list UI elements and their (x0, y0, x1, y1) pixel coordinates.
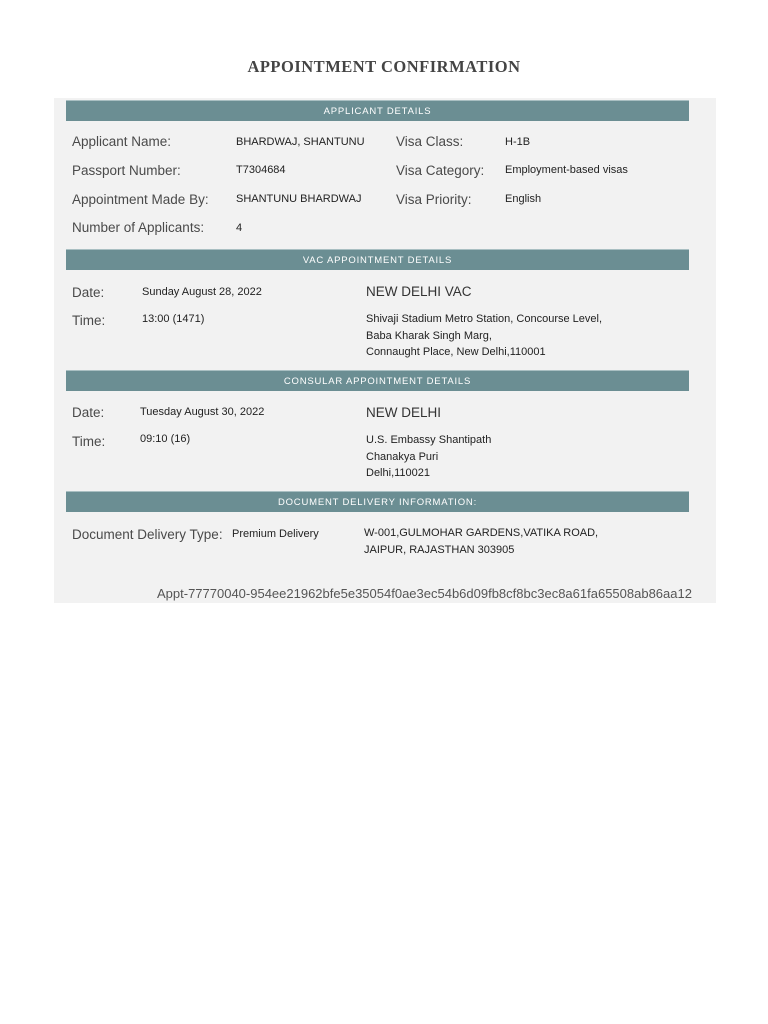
page-title: APPOINTMENT CONFIRMATION (247, 57, 521, 76)
address-line: Chanakya Puri (366, 450, 439, 463)
address-line: W-001,GULMOHAR GARDENS,VATIKA ROAD, (364, 527, 599, 539)
passport-number-label: Passport Number: (72, 163, 181, 178)
consular-address (366, 432, 491, 482)
delivery-address (364, 525, 598, 558)
address-line: Baba Kharak Singh Marg, (366, 329, 492, 342)
number-of-applicants-value: 4 (236, 222, 243, 234)
consular-location: NEW DELHI (366, 405, 442, 420)
consular-date-label: Date: (72, 405, 105, 420)
applicant-name-value: BHARDWAJ, SHANTUNU (236, 136, 365, 148)
vac-date-label: Date: (72, 285, 105, 300)
address-line: Connaught Place, New Delhi,110001 (366, 346, 546, 358)
consular-time-label: Time: (72, 434, 106, 449)
delivery-type-label: Document Delivery Type: (72, 527, 223, 542)
address-line: Delhi,110021 (366, 467, 431, 479)
vac-time-value: 13:00 (1471) (142, 313, 205, 325)
appointment-reference: Appt-77770040-954ee21962bfe5e35054f0ae3ec54b6d09fb8cf8bc3ec8a61fa65508ab86aa12 (157, 586, 692, 601)
vac-location: NEW DELHI VAC (366, 284, 472, 299)
consular-date-value: Tuesday August 30, 2022 (140, 406, 265, 418)
vac-date-value: Sunday August 28, 2022 (142, 286, 262, 298)
visa-class-label: Visa Class: (396, 134, 464, 149)
visa-category-label: Visa Category: (396, 163, 485, 178)
vac-appointment-header: VAC APPOINTMENT DETAILS (66, 249, 689, 270)
address-line: Shivaji Stadium Metro Station, Concourse Level, (366, 313, 603, 325)
number-of-applicants-label: Number of Applicants: (72, 220, 205, 235)
visa-priority-label: Visa Priority: (396, 192, 472, 207)
consular-time-value: 09:10 (16) (140, 433, 191, 445)
applicant-details-header: APPLICANT DETAILS (66, 100, 689, 121)
delivery-type-value: Premium Delivery (232, 528, 319, 540)
document-delivery-header: DOCUMENT DELIVERY INFORMATION: (66, 491, 689, 512)
address-line: U.S. Embassy Shantipath (366, 434, 492, 446)
consular-appointment-header: CONSULAR APPOINTMENT DETAILS (66, 370, 689, 391)
visa-class-value: H-1B (505, 136, 531, 148)
visa-priority-value: English (505, 193, 542, 205)
visa-category-value: Employment-based visas (505, 164, 628, 176)
applicant-name-label: Applicant Name: (72, 134, 172, 149)
appointment-made-by-label: Appointment Made By: (72, 192, 209, 207)
vac-address (366, 311, 602, 361)
appointment-made-by-value: SHANTUNU BHARDWAJ (236, 193, 362, 205)
vac-time-label: Time: (72, 313, 106, 328)
address-line: JAIPUR, RAJASTHAN 303905 (364, 543, 515, 556)
passport-number-value: T7304684 (236, 164, 286, 176)
